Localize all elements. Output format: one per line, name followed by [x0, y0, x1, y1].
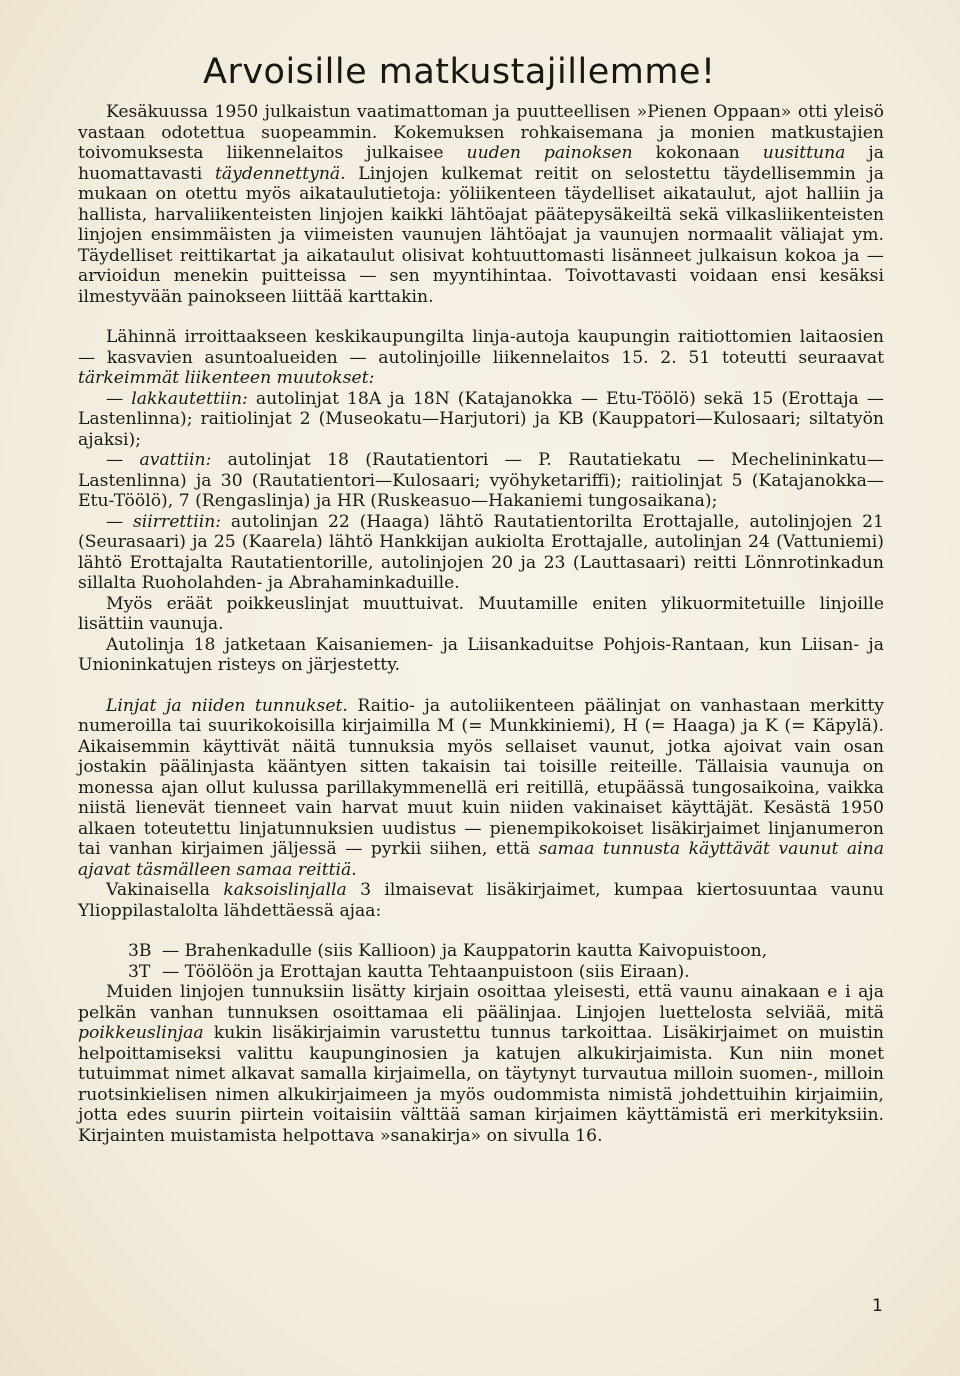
- paragraph-other-lines: [78, 982, 884, 1146]
- text-span: —: [106, 388, 132, 409]
- text-span: Raitio- ja autoliikenteen päälinjat on vanhastaan merkitty numeroilla tai suurikokoisilla kirjaimilla M (= Munkkiniemi), H (= Haaga) ja K (= Käpylä). Aikaisemmin käyttivät näitä tunnuksia myös sellaiset vaunut, jotka ajoivat vain osan jostakin päälinjasta kääntyen sitten takaisin tai toisille reiteille. Tällaisia vaunuja on monessa ajan ollut kulussa parillakymmenellä eri reitillä, etupäässä tungosaikoina, vaikka niistä lienevät tienneet vain harvat muut kuin niiden vakinaiset käyttäjät. Kesästä 1950 alkaen toteutettu linjatunnuksien uudistus — pienempikokoiset lisäkirjaimet linjanumeron tai vanhan kirjaimen jäljessä — pyrkii siihen, että: [78, 695, 884, 859]
- text-span-italic: tärkeimmät liikenteen muutokset:: [78, 368, 375, 388]
- list-item: [78, 941, 884, 962]
- page-title: Arvoisille matkustajillemme!: [203, 52, 716, 92]
- line-code: 3T: [128, 961, 151, 982]
- text-span: autolinjat 18A ja 18N (Katajanokka — Etu-Töölö) sekä 15 (Erottaja — Lastenlinna); raitiolinjat 2 (Museokatu—Harjutori) ja KB (Kauppatori—Kulosaari; siltatyön ajaksi);: [78, 388, 884, 450]
- text-span: kukin lisäkirjaimin varustettu tunnus tarkoittaa. Lisäkirjaimet on muistin helpoittamiseksi valittu kaupunginosien ja katujen alkukirjaimista. Kun niin monet tutuimmat nimet alkavat samalla kirjaimella, on täytynyt turvautua milloin suomen-, milloin ruotsinkielisen nimen alkukirjaimeen ja myös oudommista nimistä johdettuihin kirjaimiin, jotta edes suurin piirtein voitaisiin välttää saman kirjaimen käyttämistä eri merkityksiin. Kirjainten muistamista helpottava »sanakirja» on sivulla 16.: [78, 1023, 884, 1146]
- text-span-italic: täydennettynä.: [214, 163, 346, 184]
- line-code: 3B: [128, 941, 152, 961]
- text-span: Kesäkuussa 1950 julkaistun vaatimattoman ja puutteellisen »Pienen Oppaan» otti yleisö vastaan odotettua suopeammin. Kokemuksen rohkaisemana ja monien matkustajien toivomuksesta liikennelaitos julkaisee: [78, 102, 884, 163]
- text-span-italic: samaa tunnusta käyttävät vaunut aina ajavat täsmälleen samaa reittiä.: [78, 839, 884, 880]
- paragraph-moved: [78, 512, 884, 594]
- paragraph-opened: [78, 450, 884, 512]
- paragraph-intro: [78, 102, 884, 307]
- text-span: 3 ilmaisevat lisäkirjaimet, kumpaa kiertosuuntaa vaunu Ylioppilastalolta lähdettäessä ajaa:: [78, 880, 884, 921]
- text-span-italic: siirrettiin:: [132, 511, 222, 532]
- text-span-italic: poikkeuslinjaa: [78, 1023, 204, 1043]
- text-span: —: [106, 450, 140, 470]
- text-span: Muiden linjojen tunnuksiin lisätty kirjain osoittaa yleisesti, että vaunu ainakaan e i aja pelkän vanhan tunnuksen osoittamaa eli päälinjaa. Linjojen luettelosta selviää, mitä: [78, 982, 884, 1023]
- paragraph-exception-lines: Myös eräät poikkeuslinjat muuttuivat. Muutamille eniten ylikuormitetuille linjoille lisättiin vaunuja.: [78, 593, 884, 634]
- text-span: Vakinaisella: [106, 880, 224, 900]
- paragraph-changes-intro: [78, 327, 884, 389]
- text-span: ja huomattavasti: [78, 143, 884, 184]
- text-span: Linjojen kulkemat reitit on selostettu täydellisemmin ja mukaan on otettu myös aikataulutietoja: yöliikenteen täydelliset aikataulut, ajot halliin ja hallista, harvaliikenteisten linjojen kaikki lähtöajat päätepysäkeiltä sekä vilkasliikenteisten linjojen ensimmäisten ja viimeisten vaunujen lähtöajat ja vaunujen normaalit väliajat ym. Täydelliset reittikartat ja aikataulut olisivat kohtuuttomasti lisänneet julkaisun kokoa ja — arvioidun menekin puitteissa — sen myyntihintaa. Toivottavasti voidaan ensi kesäksi ilmestyvään painokseen liittää karttakin.: [78, 163, 884, 307]
- text-span-italic: avattiin:: [139, 450, 212, 470]
- list-item: [78, 962, 884, 983]
- text-span: autolinjan 22 (Haaga) lähtö Rautatientorilta Erottajalle, autolinjojen 21 (Seurasaari) ja 25 (Kaarela) lähtö Hankkijan aukiolta Erottajalle, autolinjan 24 (Vattuniemi) lähtö Erottajalta Rautatientorille, autolinjojen 20 ja 23 (Lauttasaari) reitti Lönnrotinkadun sillalta Ruoholahden- ja Abrahaminkaduille.: [78, 511, 884, 593]
- paragraph-double-line: [78, 880, 884, 921]
- line-description: — Töölöön ja Erottajan kautta Tehtaanpuistoon (siis Eiraan).: [162, 961, 690, 982]
- text-span: kokonaan: [632, 143, 763, 163]
- section-heading-italic: Linjat ja niiden tunnukset.: [106, 695, 348, 716]
- document-body: [78, 102, 884, 1146]
- line-description: — Brahenkadulle (siis Kallioon) ja Kauppatorin kautta Kaivopuistoon,: [162, 941, 768, 961]
- page-number: 1: [872, 1296, 883, 1316]
- paragraph-autolinja-18: Autolinja 18 jatketaan Kaisaniemen- ja Liisankaduitse Pohjois-Rantaan, kun Liisan- ja Unioninkatujen risteys on järjestetty.: [78, 634, 884, 675]
- paragraph-discontinued: [78, 389, 884, 451]
- text-span-italic: lakkautettiin:: [131, 388, 248, 409]
- text-span: autolinjat 18 (Rautatientori — P. Rautatiekatu — Mechelininkatu—Lastenlinna) ja 30 (Rautatientori—Kulosaari; vyöhyketariffi); raitiolinjat 5 (Katajanokka—Etu-Töölö), 7 (Rengaslinja) ja HR (Ruskeasuo—Hakaniemi tungosaikana);: [78, 450, 884, 511]
- paragraph-line-codes: [78, 696, 884, 881]
- text-span-italic: uuden painoksen: [466, 143, 633, 163]
- text-span: Lähinnä irroittaakseen keskikaupungilta linja-autoja kaupungin raitiottomien laitaosien — kasvavien asuntoalueiden — autolinjoille liikennelaitos 15. 2. 51 toteutti seuraavat: [78, 327, 884, 368]
- text-span: —: [106, 511, 133, 532]
- text-span-italic: uusittuna: [762, 143, 846, 163]
- text-span-italic: kaksoislinjalla: [223, 880, 347, 900]
